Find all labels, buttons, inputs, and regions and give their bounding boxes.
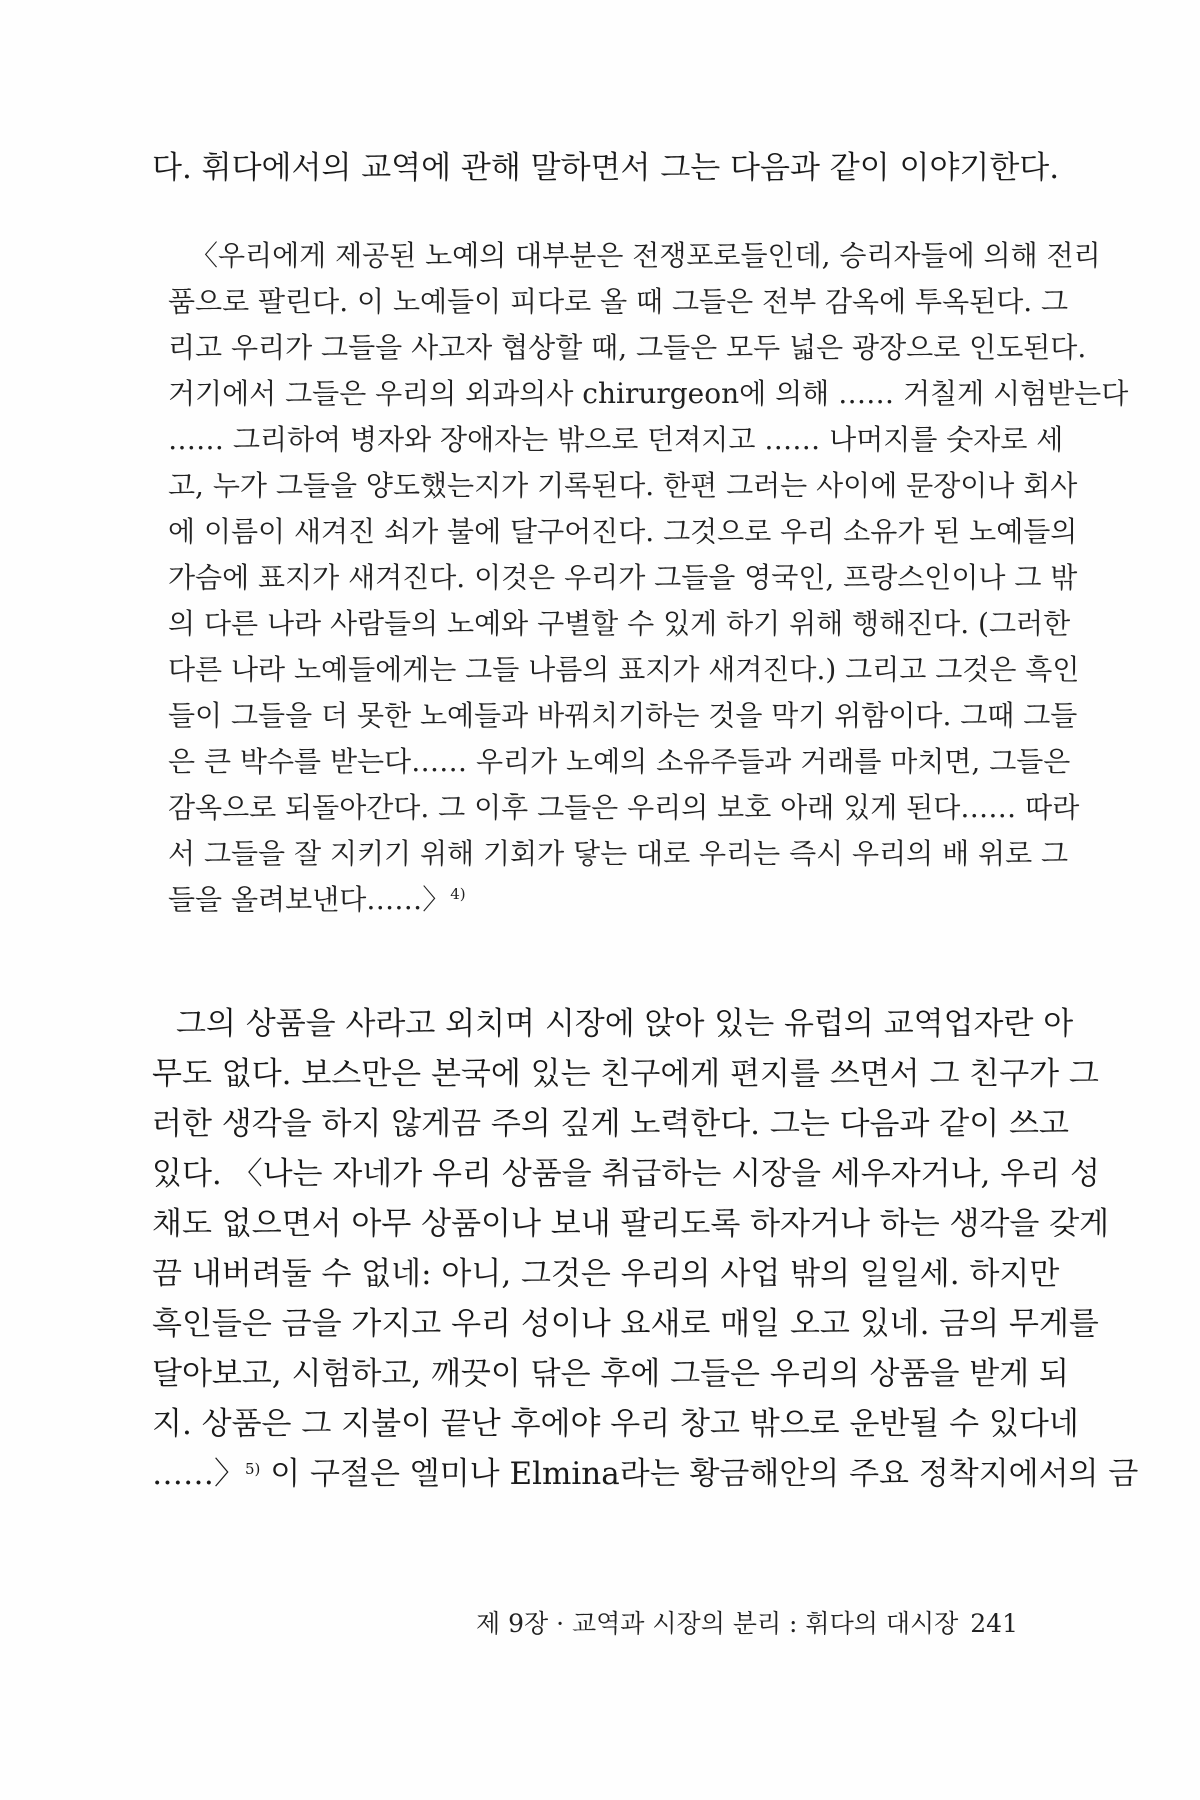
footnote-marker: 5): [245, 1460, 261, 1478]
body-line-start: ……〉: [152, 1456, 245, 1492]
quote-line: 가슴에 표지가 새겨진다. 이것은 우리가 그들을 영국인, 프랑스인이나 그 밖: [168, 561, 1078, 594]
body-line: 달아보고, 시험하고, 깨끗이 닦은 후에 그들은 우리의 상품을 받게 되: [152, 1356, 1069, 1392]
quote-line-text: 들을 올려보낸다……〉: [168, 883, 451, 916]
quote-line: 은 큰 박수를 받는다…… 우리가 노예의 소유주들과 거래를 마치면, 그들은: [168, 745, 1071, 778]
body-line: 흑인들은 금을 가지고 우리 성이나 요새로 매일 오고 있네. 금의 무게를: [152, 1306, 1099, 1342]
body-line: 끔 내버려둘 수 없네: 아니, 그것은 우리의 사업 밖의 일일세. 하지만: [152, 1256, 1060, 1292]
footnote-marker: 4): [450, 885, 466, 903]
body-line: 채도 없으면서 아무 상품이나 보내 팔리도록 하자거나 하는 생각을 갖게: [152, 1206, 1110, 1242]
body-line: 있다. 〈나는 자네가 우리 상품을 취급하는 시장을 세우자거나, 우리 성: [152, 1156, 1100, 1192]
body-line: 러한 생각을 하지 않게끔 주의 깊게 노력한다. 그는 다음과 같이 쓰고: [152, 1106, 1069, 1142]
quote-line: 들이 그들을 더 못한 노예들과 바꿔치기하는 것을 막기 위함이다. 그때 그들: [168, 699, 1078, 732]
quote-line: 품으로 팔린다. 이 노예들이 피다로 올 때 그들은 전부 감옥에 투옥된다. 그: [168, 285, 1069, 318]
intro-line: 다. 휘다에서의 교역에 관해 말하면서 그는 다음과 같이 이야기한다.: [152, 150, 1060, 186]
quote-line: 고, 누가 그들을 양도했는지가 기록된다. 한편 그러는 사이에 문장이나 회사: [168, 469, 1078, 502]
quote-line: 의 다른 나라 사람들의 노예와 구별할 수 있게 하기 위해 행해진다. (그러한: [168, 607, 1071, 640]
quote-line: 다른 나라 노예들에게는 그들 나름의 표지가 새겨진다.) 그리고 그것은 흑인: [168, 653, 1080, 686]
quote-line: 감옥으로 되돌아간다. 그 이후 그들은 우리의 보호 아래 있게 된다…… 따라: [168, 791, 1080, 824]
quote-line: …… 그리하여 병자와 장애자는 밖으로 던져지고 …… 나머지를 숫자로 세: [168, 423, 1064, 456]
body-last-line: [152, 1454, 1139, 1494]
quote-line: 서 그들을 잘 지키기 위해 기회가 닿는 대로 우리는 즉시 우리의 배 위로 그: [168, 837, 1069, 870]
page-number: 241: [970, 1609, 1018, 1638]
running-footer: [476, 1608, 1018, 1640]
quote-line: 〈우리에게 제공된 노예의 대부분은 전쟁포로들인데, 승리자들에 의해 전리: [190, 239, 1101, 272]
quote-last-line: [168, 882, 1018, 918]
quote-line: 리고 우리가 그들을 사고자 협상할 때, 그들은 모두 넓은 광장으로 인도된다.: [168, 331, 1087, 364]
chapter-title: 제 9장 · 교역과 시장의 분리 : 휘다의 대시장: [476, 1609, 959, 1638]
quote-line: 에 이름이 새겨진 쇠가 불에 달구어진다. 그것으로 우리 소유가 된 노예들의: [168, 515, 1078, 548]
body-line-rest: 이 구절은 엘미나 Elmina라는 황금해안의 주요 정착지에서의 금: [260, 1456, 1139, 1492]
body-line: 지. 상품은 그 지불이 끝난 후에야 우리 창고 밖으로 운반될 수 있다네: [152, 1406, 1079, 1442]
quote-line: 거기에서 그들은 우리의 외과의사 chirurgeon에 의해 …… 거칠게 시험받는다: [168, 377, 1129, 410]
body-line: 무도 없다. 보스만은 본국에 있는 친구에게 편지를 쓰면서 그 친구가 그: [152, 1056, 1099, 1092]
body-line: 그의 상품을 사라고 외치며 시장에 앉아 있는 유럽의 교역업자란 아: [176, 1006, 1074, 1042]
